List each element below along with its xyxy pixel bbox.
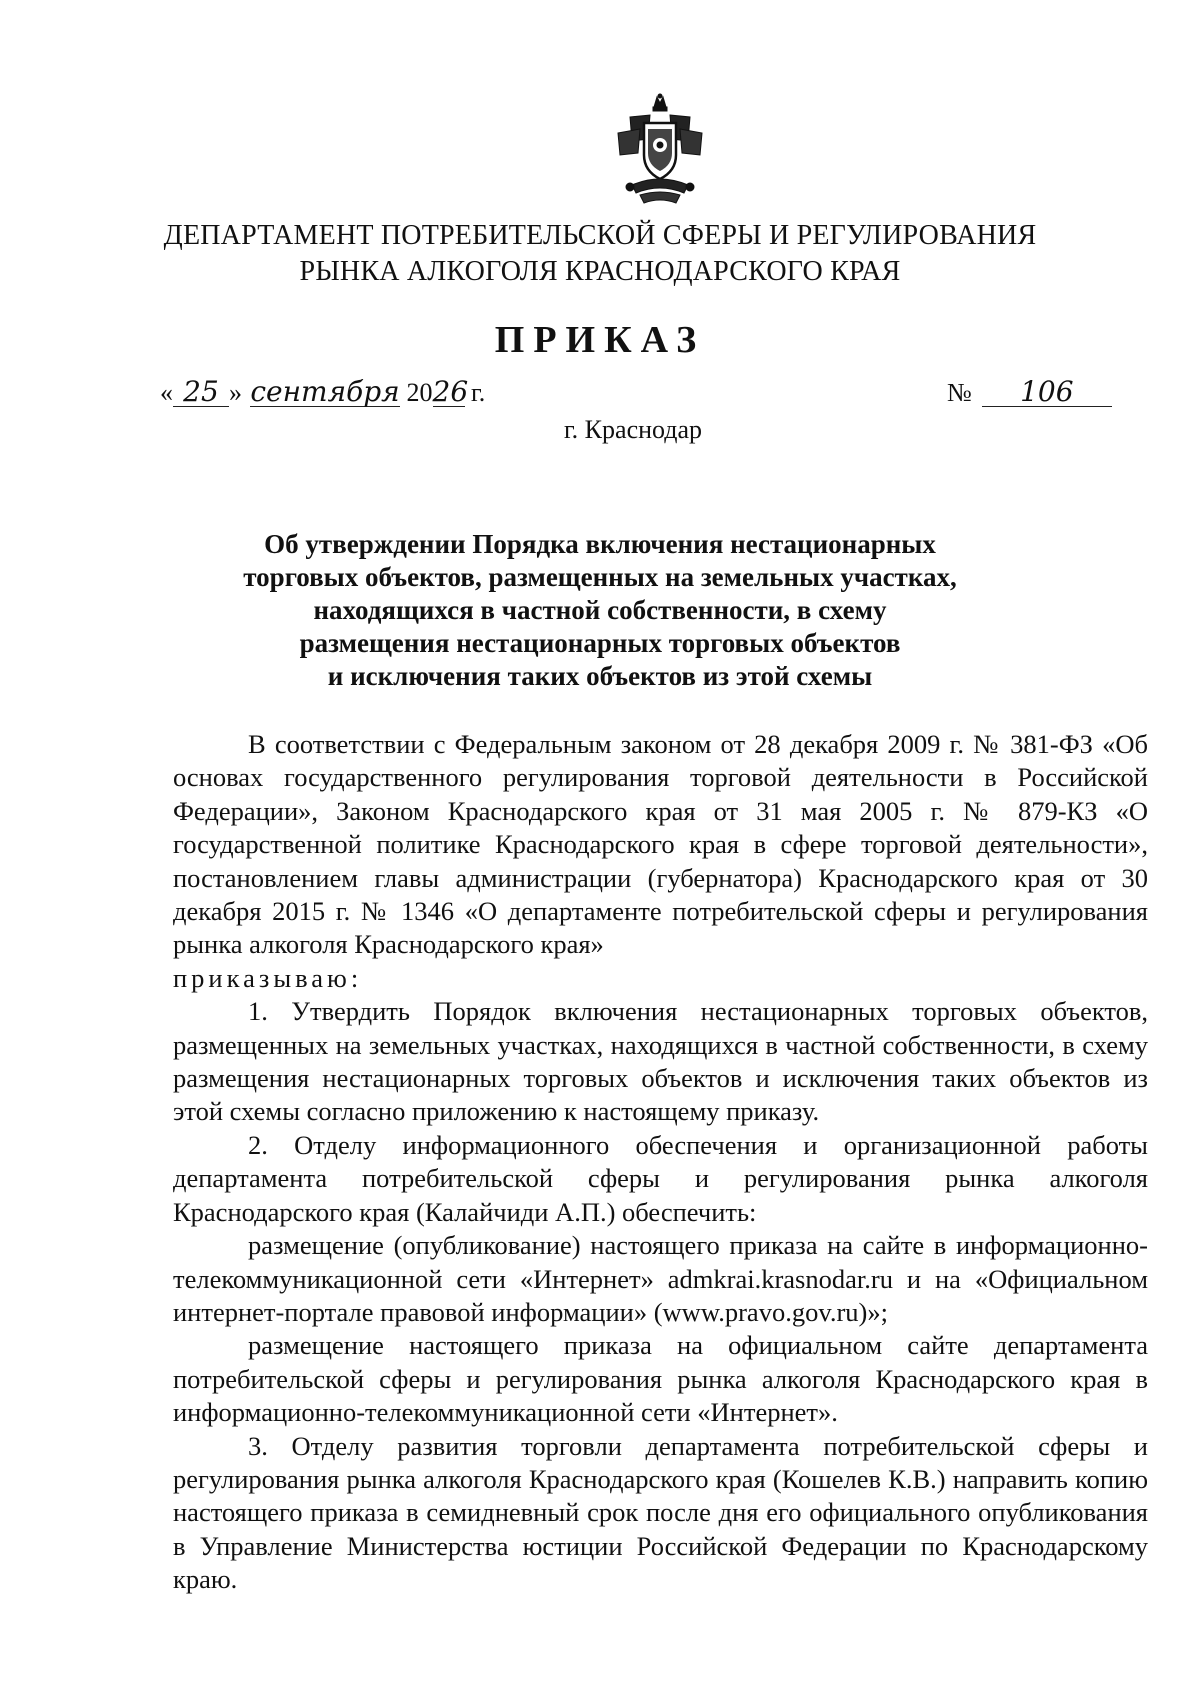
date-month-handwritten: сентября <box>250 375 400 408</box>
city: г. Краснодар <box>563 415 703 444</box>
order-word: приказываю: <box>173 962 363 993</box>
subject-line-4: размещения нестационарных торговых объектов <box>299 628 901 658</box>
order-number <box>947 375 1112 408</box>
item-2b-paragraph: размещение настоящего приказа на официальном сайте департамента потребительской сферы и регулирования рынка алкоголя Краснодарского края в информационно-телекоммуникационной сети «Интернет». <box>173 1330 1148 1428</box>
date-day-handwritten: 25 <box>173 378 229 407</box>
item-2-paragraph: 2. Отделу информационного обеспечения и организационной работы департамента потребительской сферы и регулирования рынка алкоголя Краснодарского края (Калайчиди А.П.) обеспечить: <box>173 1129 1148 1227</box>
order-date <box>160 375 486 408</box>
department-name <box>150 218 1050 290</box>
item-3-paragraph: 3. Отделу развития торговли департамента потребительской сферы и регулирования рынка алкоголя Краснодарского края (Кошелев К.В.) направить копию настоящего приказа в семидневный срок после дня его официального опубликования в Управление Министерства юстиции Российской Федерации по Краснодарскому краю. <box>173 1430 1148 1595</box>
order-subject <box>200 528 1000 693</box>
item-1-paragraph: 1. Утвердить Порядок включения нестационарных торговых объектов, размещенных на земельных участках, находящихся в частной собственности, в схему размещения нестационарных торговых объектов и исключения таких объектов из этой схемы согласно приложению к настоящему приказу. <box>173 996 1148 1127</box>
preamble-paragraph: В соответствии с Федеральным законом от 28 декабря 2009 г. № 381-ФЗ «Об основах государственного регулирования торговой деятельности в Российской Федерации», Законом Краснодарского края от 31 мая 2005 г. № 879-КЗ «О государственной политике Краснодарского края в сфере торговой деятельности», постановлением главы администрации (губернатора) Краснодарского края от 30 декабря 2015 г. № 1346 «О департаменте потребительской сферы и регулирования рынка алкоголя Краснодарского края» <box>173 729 1148 960</box>
number-handwritten: 106 <box>982 378 1112 407</box>
date-year-mark: г. <box>471 378 486 407</box>
item-2a-paragraph: размещение (опубликование) настоящего приказа на сайте в информационно-телекоммуникационной сети «Интернет» admkrai.krasnodar.ru и на «Официальном интернет-портале правовой информации» (www.pravo.gov.ru)»; <box>173 1230 1148 1327</box>
date-year-prefix: 20 <box>406 378 433 407</box>
date-year-handwritten: 26 <box>432 375 469 408</box>
subject-line-2: торговых объектов, размещенных на земельных участках, <box>243 562 957 592</box>
date-quote-open: « <box>160 378 173 407</box>
document-type-title: ПРИКАЗ <box>494 319 706 361</box>
order-body <box>173 728 1148 1597</box>
subject-line-1: Об утверждении Порядка включения нестационарных <box>264 529 936 559</box>
department-line-2: РЫНКА АЛКОГОЛЯ КРАСНОДАРСКОГО КРАЯ <box>299 256 901 287</box>
coat-of-arms-icon <box>610 93 710 208</box>
subject-line-5: и исключения таких объектов из этой схемы <box>327 661 873 691</box>
number-sign: № <box>947 378 972 407</box>
subject-line-3: находящихся в частной собственности, в схему <box>313 595 887 625</box>
department-line-1: ДЕПАРТАМЕНТ ПОТРЕБИТЕЛЬСКОЙ СФЕРЫ И РЕГУЛИРОВАНИЯ <box>163 220 1037 251</box>
date-quote-close: » <box>229 378 242 407</box>
